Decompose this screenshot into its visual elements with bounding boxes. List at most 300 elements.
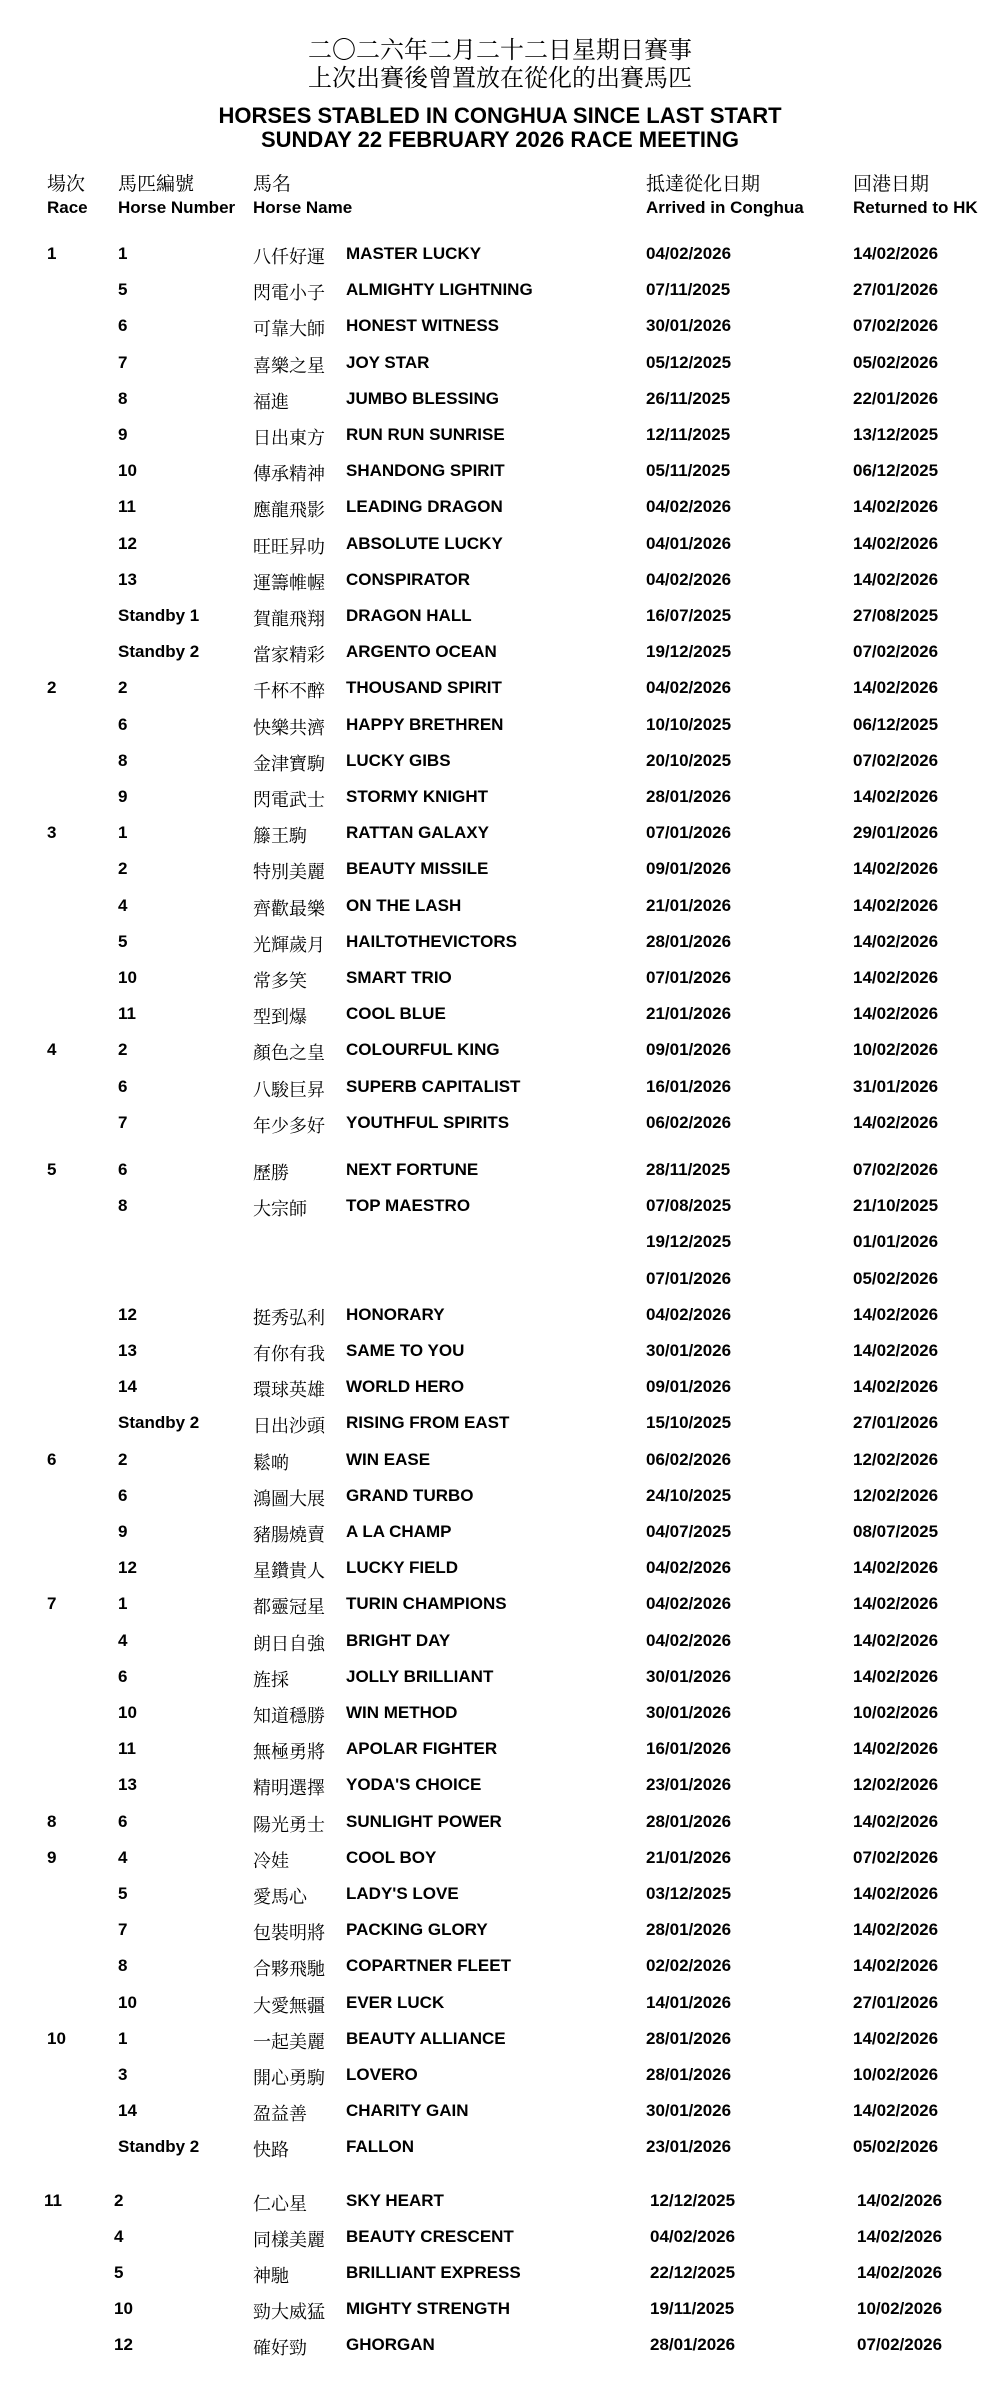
table-row <box>0 1341 1000 1377</box>
horse-name-zh-cell: 鴻圖大展 <box>253 1488 325 1510</box>
table-row <box>0 1775 1000 1811</box>
returned-date-cell: 14/02/2026 <box>853 1341 939 1360</box>
arrived-date-cell: 04/02/2026 <box>646 678 732 698</box>
horse-number-cell: 12 <box>118 1304 137 1324</box>
horse-name-zh-cell: 應龍飛影 <box>253 500 325 522</box>
table-row <box>0 534 1000 570</box>
arrived-date-cell: 04/02/2026 <box>646 497 732 517</box>
returned-date-cell: 08/07/2025 <box>853 1522 939 1541</box>
returned-date-cell: 27/01/2026 <box>853 1992 939 2012</box>
arrived-date-cell: 19/11/2025 <box>650 2299 735 2319</box>
horse-name-zh-cell: 一起美麗 <box>253 2031 325 2053</box>
horse-name-zh-cell: 包裝明將 <box>253 1923 325 1945</box>
horse-number-cell: 4 <box>118 1847 128 1867</box>
horse-number-cell: 10 <box>118 1992 137 2012</box>
horse-number-cell: 9 <box>118 425 128 444</box>
arrived-date-cell: 24/10/2025 <box>646 1485 732 1505</box>
horse-name-en-cell: LOVERO <box>346 2065 418 2084</box>
race-cell: 2 <box>47 678 57 698</box>
horse-number-cell: 5 <box>118 280 128 300</box>
horse-name-en-cell: HONORARY <box>346 1304 445 1324</box>
horse-number-cell: 5 <box>118 931 128 951</box>
race-cell: 1 <box>47 244 57 263</box>
horse-name-zh-cell: 傳承精神 <box>253 464 325 486</box>
arrived-date-cell: 28/11/2025 <box>646 1160 731 1179</box>
table-row <box>0 2227 1000 2263</box>
horse-name-zh-cell: 大愛無疆 <box>253 1995 325 2017</box>
column-header-race-zh: 場次 <box>47 173 86 195</box>
horse-name-zh-cell: 旌採 <box>253 1669 289 1691</box>
arrived-date-cell: 28/01/2026 <box>646 2028 732 2048</box>
horse-name-en-cell: TOP MAESTRO <box>346 1196 471 1216</box>
horse-name-en-cell: LUCKY GIBS <box>346 750 451 770</box>
returned-date-cell: 14/02/2026 <box>857 2226 943 2246</box>
returned-date-cell: 14/02/2026 <box>853 1630 939 1650</box>
returned-date-cell: 27/08/2025 <box>853 606 939 625</box>
horse-number-cell: 1 <box>118 2028 128 2048</box>
horse-number-cell: Standby 2 <box>118 642 200 662</box>
horse-number-cell: 8 <box>118 388 128 408</box>
returned-date-cell: 14/02/2026 <box>853 1739 939 1759</box>
arrived-date-cell: 16/07/2025 <box>646 606 732 625</box>
horse-number-cell: 11 <box>118 1004 136 1024</box>
race-cell: 6 <box>47 1449 57 1469</box>
arrived-date-cell: 03/12/2025 <box>646 1884 732 1903</box>
returned-date-cell: 01/01/2026 <box>853 1232 939 1252</box>
horse-number-cell: 7 <box>118 352 128 372</box>
returned-date-cell: 12/02/2026 <box>853 1485 939 1505</box>
returned-date-cell: 14/02/2026 <box>853 1884 939 1903</box>
horse-name-zh-cell: 光輝歲月 <box>253 934 325 956</box>
race-cell: 5 <box>47 1160 57 1179</box>
horse-name-en-cell: LUCKY FIELD <box>346 1558 459 1578</box>
horse-number-cell: 12 <box>118 533 137 553</box>
race-cell: 11 <box>44 2190 62 2210</box>
returned-date-cell: 14/02/2026 <box>853 2101 939 2121</box>
horse-name-zh-cell: 冷娃 <box>253 1850 289 1872</box>
table-row <box>0 316 1000 352</box>
arrived-date-cell: 28/01/2026 <box>646 787 732 806</box>
returned-date-cell: 14/02/2026 <box>853 497 939 517</box>
horse-name-en-cell: SMART TRIO <box>346 968 452 987</box>
horse-name-en-cell: JOLLY BRILLIANT <box>346 1666 494 1686</box>
table-row <box>0 2137 1000 2173</box>
returned-date-cell: 14/02/2026 <box>853 787 939 806</box>
arrived-date-cell: 04/02/2026 <box>646 1304 732 1324</box>
horse-name-en-cell: TURIN CHAMPIONS <box>346 1594 507 1614</box>
table-row <box>0 2029 1000 2065</box>
table-row <box>0 1077 1000 1113</box>
page-header <box>0 36 1000 152</box>
table-row <box>0 353 1000 389</box>
arrived-date-cell: 12/12/2025 <box>650 2190 736 2210</box>
horse-name-zh-cell: 日出沙頭 <box>253 1416 325 1438</box>
race-cell: 7 <box>47 1594 57 1614</box>
horse-name-en-cell: BEAUTY ALLIANCE <box>346 2028 506 2048</box>
table-row <box>0 280 1000 316</box>
horse-name-zh-cell: 知道穩勝 <box>253 1706 325 1727</box>
returned-date-cell: 07/02/2026 <box>853 750 939 770</box>
horse-number-cell: 8 <box>118 1956 128 1976</box>
returned-date-cell: 05/02/2026 <box>853 1268 939 1288</box>
arrived-date-cell: 05/11/2025 <box>646 461 731 481</box>
arrived-date-cell: 28/01/2026 <box>646 2065 732 2084</box>
returned-date-cell: 14/02/2026 <box>853 895 939 915</box>
horse-name-en-cell: ABSOLUTE LUCKY <box>346 533 503 553</box>
arrived-date-cell: 28/01/2026 <box>650 2335 736 2355</box>
column-header-number-zh: 馬匹編號 <box>118 173 195 195</box>
horse-name-en-cell: HAILTOTHEVICTORS <box>346 931 517 951</box>
horse-name-zh-cell: 仁心星 <box>253 2193 307 2215</box>
table-row <box>0 751 1000 787</box>
horse-number-cell: Standby 2 <box>118 2137 200 2157</box>
returned-date-cell: 27/01/2026 <box>853 280 939 300</box>
horse-name-en-cell: MIGHTY STRENGTH <box>346 2299 511 2319</box>
horse-number-cell: 11 <box>118 1739 136 1759</box>
arrived-date-cell: 20/10/2025 <box>646 750 732 770</box>
horse-name-zh-cell: 環球英雄 <box>253 1380 325 1402</box>
returned-date-cell: 05/02/2026 <box>853 352 939 372</box>
horse-number-cell: 4 <box>118 1630 128 1650</box>
horse-number-cell: 4 <box>114 2226 124 2246</box>
horse-name-en-cell: ON THE LASH <box>346 895 462 915</box>
horse-name-zh-cell: 旺旺昇叻 <box>253 536 325 558</box>
horse-name-en-cell: RATTAN GALAXY <box>346 823 489 843</box>
column-header-arrived-en: Arrived in Conghua <box>646 198 804 217</box>
table-row <box>0 787 1000 823</box>
title-zh-line2: 上次出賽後曾置放在從化的出賽馬匹 <box>308 64 692 92</box>
table-row <box>0 1667 1000 1703</box>
horse-number-cell: 2 <box>118 1449 128 1469</box>
column-header-name-en: Horse Name <box>253 198 353 217</box>
horse-number-cell: 14 <box>118 2101 137 2121</box>
arrived-date-cell: 07/01/2026 <box>646 968 732 987</box>
arrived-date-cell: 09/01/2026 <box>646 859 732 879</box>
horse-name-en-cell: NEXT FORTUNE <box>346 1160 479 1179</box>
arrived-date-cell: 21/01/2026 <box>646 1847 732 1867</box>
horse-name-zh-cell: 星鑽貴人 <box>253 1561 325 1583</box>
returned-date-cell: 12/02/2026 <box>853 1449 939 1469</box>
horse-name-zh-cell: 鬆啲 <box>253 1452 289 1474</box>
table-row <box>0 1956 1000 1992</box>
horse-number-cell: 6 <box>118 1160 128 1179</box>
column-header-arrived <box>646 172 804 220</box>
table-row <box>0 1703 1000 1739</box>
horse-name-en-cell: WORLD HERO <box>346 1377 465 1397</box>
horse-name-en-cell: JOY STAR <box>346 352 430 372</box>
table-row <box>0 2299 1000 2335</box>
horse-name-zh-cell: 運籌帷幄 <box>253 572 325 594</box>
horse-name-zh-cell: 同樣美麗 <box>253 2229 325 2251</box>
horse-name-en-cell: BEAUTY MISSILE <box>346 859 489 879</box>
horse-name-zh-cell: 有你有我 <box>253 1344 325 1365</box>
table-row <box>0 1232 1000 1268</box>
returned-date-cell: 14/02/2026 <box>857 2190 943 2210</box>
horse-name-en-cell: RISING FROM EAST <box>346 1413 510 1433</box>
horse-name-zh-cell: 陽光勇士 <box>253 1814 325 1836</box>
horse-name-en-cell: LEADING DRAGON <box>346 497 503 517</box>
arrived-date-cell: 10/10/2025 <box>646 714 732 734</box>
returned-date-cell: 06/12/2025 <box>853 461 939 481</box>
column-header-number-en: Horse Number <box>118 198 236 217</box>
arrived-date-cell: 28/01/2026 <box>646 1811 732 1831</box>
horse-name-en-cell: BEAUTY CRESCENT <box>346 2226 514 2246</box>
horse-number-cell: 13 <box>118 1341 137 1360</box>
horse-name-en-cell: STORMY KNIGHT <box>346 787 488 806</box>
arrived-date-cell: 09/01/2026 <box>646 1377 732 1397</box>
table-row <box>0 2101 1000 2137</box>
arrived-date-cell: 19/12/2025 <box>646 642 732 662</box>
horse-name-zh-cell: 顏色之皇 <box>253 1043 325 1065</box>
horse-name-zh-cell: 常多笑 <box>253 971 307 992</box>
horse-name-en-cell: GHORGAN <box>346 2335 435 2355</box>
horse-number-cell: 8 <box>118 1196 128 1216</box>
horse-name-zh-cell: 確好勁 <box>253 2338 307 2360</box>
column-header-returned-zh: 回港日期 <box>853 173 930 195</box>
arrived-date-cell: 30/01/2026 <box>646 316 732 336</box>
table-row <box>0 1594 1000 1630</box>
returned-date-cell: 14/02/2026 <box>853 968 939 987</box>
horse-number-cell: 12 <box>118 1558 137 1578</box>
horse-name-en-cell: GRAND TURBO <box>346 1485 474 1505</box>
returned-date-cell: 31/01/2026 <box>853 1076 939 1096</box>
column-header-number <box>118 172 235 220</box>
horse-name-zh-cell: 型到爆 <box>253 1007 307 1029</box>
horse-name-zh-cell: 閃電武士 <box>253 790 325 811</box>
arrived-date-cell: 09/01/2026 <box>646 1040 732 1060</box>
table-row <box>0 642 1000 678</box>
horse-name-en-cell: COOL BLUE <box>346 1004 446 1024</box>
horse-name-en-cell: HAPPY BRETHREN <box>346 714 504 734</box>
horse-name-zh-cell: 年少多好 <box>253 1115 325 1137</box>
horse-name-zh-cell: 歷勝 <box>253 1163 289 1184</box>
horse-number-cell: 2 <box>118 678 128 698</box>
returned-date-cell: 10/02/2026 <box>853 2065 939 2084</box>
returned-date-cell: 07/02/2026 <box>853 642 939 662</box>
horse-name-en-cell: HONEST WITNESS <box>346 316 500 336</box>
returned-date-cell: 14/02/2026 <box>853 1956 939 1976</box>
horse-number-cell: 6 <box>118 1485 128 1505</box>
arrived-date-cell: 28/01/2026 <box>646 1920 732 1940</box>
horse-name-en-cell: SAME TO YOU <box>346 1341 465 1360</box>
race-cell: 8 <box>47 1811 57 1831</box>
arrived-date-cell: 07/01/2026 <box>646 823 732 843</box>
horse-number-cell: 11 <box>118 497 136 517</box>
horse-name-en-cell: DRAGON HALL <box>346 606 472 625</box>
returned-date-cell: 27/01/2026 <box>853 1413 939 1433</box>
table-row <box>0 1160 1000 1196</box>
arrived-date-cell: 06/02/2026 <box>646 1112 732 1132</box>
returned-date-cell: 14/02/2026 <box>853 569 939 589</box>
horse-number-cell: 13 <box>118 1775 137 1795</box>
table-row <box>0 1631 1000 1667</box>
horse-name-en-cell: MASTER LUCKY <box>346 244 482 263</box>
table-row <box>0 2263 1000 2299</box>
horse-name-en-cell: JUMBO BLESSING <box>346 388 500 408</box>
horse-name-zh-cell: 快樂共濟 <box>253 717 325 739</box>
arrived-date-cell: 14/01/2026 <box>646 1992 732 2012</box>
horse-number-cell: 4 <box>118 895 128 915</box>
arrived-date-cell: 16/01/2026 <box>646 1076 732 1096</box>
table-row <box>0 932 1000 968</box>
arrived-date-cell: 06/02/2026 <box>646 1449 732 1469</box>
column-header-name-zh: 馬名 <box>253 173 292 195</box>
horse-name-zh-cell: 大宗師 <box>253 1199 307 1221</box>
horse-name-zh-cell: 特別美麗 <box>253 862 325 884</box>
returned-date-cell: 10/02/2026 <box>853 1703 939 1722</box>
horse-name-zh-cell: 籐王駒 <box>253 826 307 848</box>
horse-name-zh-cell: 精明選擇 <box>253 1778 325 1800</box>
title-en-line1: HORSES STABLED IN CONGHUA SINCE LAST START <box>218 103 782 128</box>
table-row <box>0 1848 1000 1884</box>
arrived-date-cell: 04/02/2026 <box>646 1558 732 1578</box>
horse-name-en-cell: FALLON <box>346 2137 414 2157</box>
horse-number-cell: 5 <box>118 1884 128 1903</box>
table-row <box>0 1305 1000 1341</box>
table-row <box>0 1040 1000 1076</box>
column-header-name <box>253 172 352 220</box>
title-zh-line1: 二〇二六年二月二十二日星期日賽事 <box>308 36 692 64</box>
arrived-date-cell: 04/02/2026 <box>646 569 732 589</box>
table-row <box>0 1269 1000 1305</box>
horse-name-en-cell: CONSPIRATOR <box>346 569 471 589</box>
horse-number-cell: 2 <box>118 859 128 879</box>
horse-name-zh-cell: 可靠大師 <box>253 319 325 341</box>
horse-number-cell: 7 <box>118 1920 128 1940</box>
column-header-race-en: Race <box>47 198 88 217</box>
horse-name-en-cell: A LA CHAMP <box>346 1522 452 1541</box>
arrived-date-cell: 12/11/2025 <box>646 425 731 444</box>
horse-number-cell: 3 <box>118 2065 128 2084</box>
horse-name-en-cell: EVER LUCK <box>346 1992 445 2012</box>
column-header-race <box>47 172 88 220</box>
horse-name-zh-cell: 勁大威猛 <box>253 2302 325 2324</box>
returned-date-cell: 14/02/2026 <box>857 2263 943 2282</box>
horse-name-en-cell: PACKING GLORY <box>346 1920 488 1940</box>
horse-name-zh-cell: 賀龍飛翔 <box>253 609 325 630</box>
horse-name-en-cell: YODA'S CHOICE <box>346 1775 482 1795</box>
horse-name-en-cell: COOL BOY <box>346 1847 437 1867</box>
horse-number-cell: 10 <box>118 968 137 987</box>
returned-date-cell: 14/02/2026 <box>853 1004 939 1024</box>
arrived-date-cell: 30/01/2026 <box>646 1703 732 1722</box>
horse-number-cell: 7 <box>118 1112 128 1132</box>
returned-date-cell: 29/01/2026 <box>853 823 939 843</box>
horse-number-cell: 6 <box>118 1666 128 1686</box>
table-row <box>0 1920 1000 1956</box>
column-header-arrived-zh: 抵達從化日期 <box>646 173 761 195</box>
returned-date-cell: 14/02/2026 <box>853 678 939 698</box>
table-row <box>0 1522 1000 1558</box>
horse-name-en-cell: SHANDONG SPIRIT <box>346 461 505 481</box>
horse-name-en-cell: WIN EASE <box>346 1449 431 1469</box>
horse-name-en-cell: SUPERB CAPITALIST <box>346 1076 521 1096</box>
horse-name-en-cell: WIN METHOD <box>346 1703 458 1722</box>
table-row <box>0 1558 1000 1594</box>
table-row <box>0 968 1000 1004</box>
table-row <box>0 678 1000 714</box>
horse-name-zh-cell: 盈益善 <box>253 2104 307 2126</box>
returned-date-cell: 14/02/2026 <box>853 533 939 553</box>
horse-name-zh-cell: 喜樂之星 <box>253 355 325 377</box>
arrived-date-cell: 30/01/2026 <box>646 1666 732 1686</box>
horse-name-zh-cell: 齊歡最樂 <box>253 898 325 920</box>
table-row <box>0 823 1000 859</box>
arrived-date-cell: 05/12/2025 <box>646 352 732 372</box>
horse-number-cell: 6 <box>118 714 128 734</box>
horse-name-zh-cell: 千杯不醉 <box>253 681 325 703</box>
horse-name-zh-cell: 挺秀弘利 <box>253 1307 325 1329</box>
returned-date-cell: 07/02/2026 <box>853 1160 939 1179</box>
race-cell: 10 <box>47 2028 66 2048</box>
returned-date-cell: 14/02/2026 <box>853 2028 939 2048</box>
arrived-date-cell: 23/01/2026 <box>646 1775 732 1795</box>
arrived-date-cell: 04/02/2026 <box>646 1630 732 1650</box>
horse-name-zh-cell: 都靈冠星 <box>253 1597 325 1619</box>
horse-name-en-cell: APOLAR FIGHTER <box>346 1739 498 1759</box>
table-row <box>0 2065 1000 2101</box>
returned-date-cell: 21/10/2025 <box>853 1196 939 1216</box>
horse-number-cell: 6 <box>118 1811 128 1831</box>
table-row <box>0 2191 1000 2227</box>
returned-date-cell: 14/02/2026 <box>853 1558 939 1578</box>
arrived-date-cell: 04/02/2026 <box>650 2226 736 2246</box>
horse-name-zh-cell: 愛馬心 <box>253 1887 307 1908</box>
race-cell: 3 <box>47 823 57 843</box>
horse-name-en-cell: SUNLIGHT POWER <box>346 1811 502 1831</box>
horse-name-en-cell: CHARITY GAIN <box>346 2101 469 2121</box>
returned-date-cell: 14/02/2026 <box>853 931 939 951</box>
horse-number-cell: 10 <box>114 2299 133 2319</box>
horse-name-en-cell: COLOURFUL KING <box>346 1040 500 1060</box>
arrived-date-cell: 16/01/2026 <box>646 1739 732 1759</box>
horse-name-zh-cell: 神馳 <box>253 2266 289 2287</box>
horse-name-zh-cell: 朗日自強 <box>253 1633 325 1655</box>
arrived-date-cell: 04/02/2026 <box>646 244 732 263</box>
arrived-date-cell: 07/01/2026 <box>646 1268 732 1288</box>
arrived-date-cell: 23/01/2026 <box>646 2137 732 2157</box>
returned-date-cell: 07/02/2026 <box>853 1847 939 1867</box>
horse-number-cell: 14 <box>118 1377 137 1397</box>
horse-name-zh-cell: 合夥飛馳 <box>253 1959 325 1981</box>
horse-name-en-cell: ARGENTO OCEAN <box>346 642 497 662</box>
returned-date-cell: 14/02/2026 <box>853 1594 939 1614</box>
table-row <box>0 1413 1000 1449</box>
table-row <box>0 606 1000 642</box>
race-cell: 9 <box>47 1847 57 1867</box>
arrived-date-cell: 22/12/2025 <box>650 2263 736 2282</box>
horse-number-cell: 10 <box>118 461 137 481</box>
returned-date-cell: 10/02/2026 <box>853 1040 939 1060</box>
horse-name-zh-cell: 無極勇將 <box>253 1742 325 1764</box>
horse-name-zh-cell: 福進 <box>253 391 289 413</box>
table-row <box>0 425 1000 461</box>
table-row <box>0 1377 1000 1413</box>
title-en-line2: SUNDAY 22 FEBRUARY 2026 RACE MEETING <box>260 127 740 152</box>
horse-name-zh-cell: 豬腸燒賣 <box>253 1525 325 1546</box>
horse-number-cell: 1 <box>118 1594 128 1614</box>
returned-date-cell: 14/02/2026 <box>853 859 939 879</box>
returned-date-cell: 05/02/2026 <box>853 2137 939 2157</box>
returned-date-cell: 06/12/2025 <box>853 714 939 734</box>
horse-name-en-cell: LADY'S LOVE <box>346 1884 459 1903</box>
table-row <box>0 1993 1000 2029</box>
returned-date-cell: 12/02/2026 <box>853 1775 939 1795</box>
arrived-date-cell: 26/11/2025 <box>646 388 731 408</box>
returned-date-cell: 07/02/2026 <box>857 2335 943 2355</box>
arrived-date-cell: 30/01/2026 <box>646 2101 732 2121</box>
horse-number-cell: 8 <box>118 750 128 770</box>
